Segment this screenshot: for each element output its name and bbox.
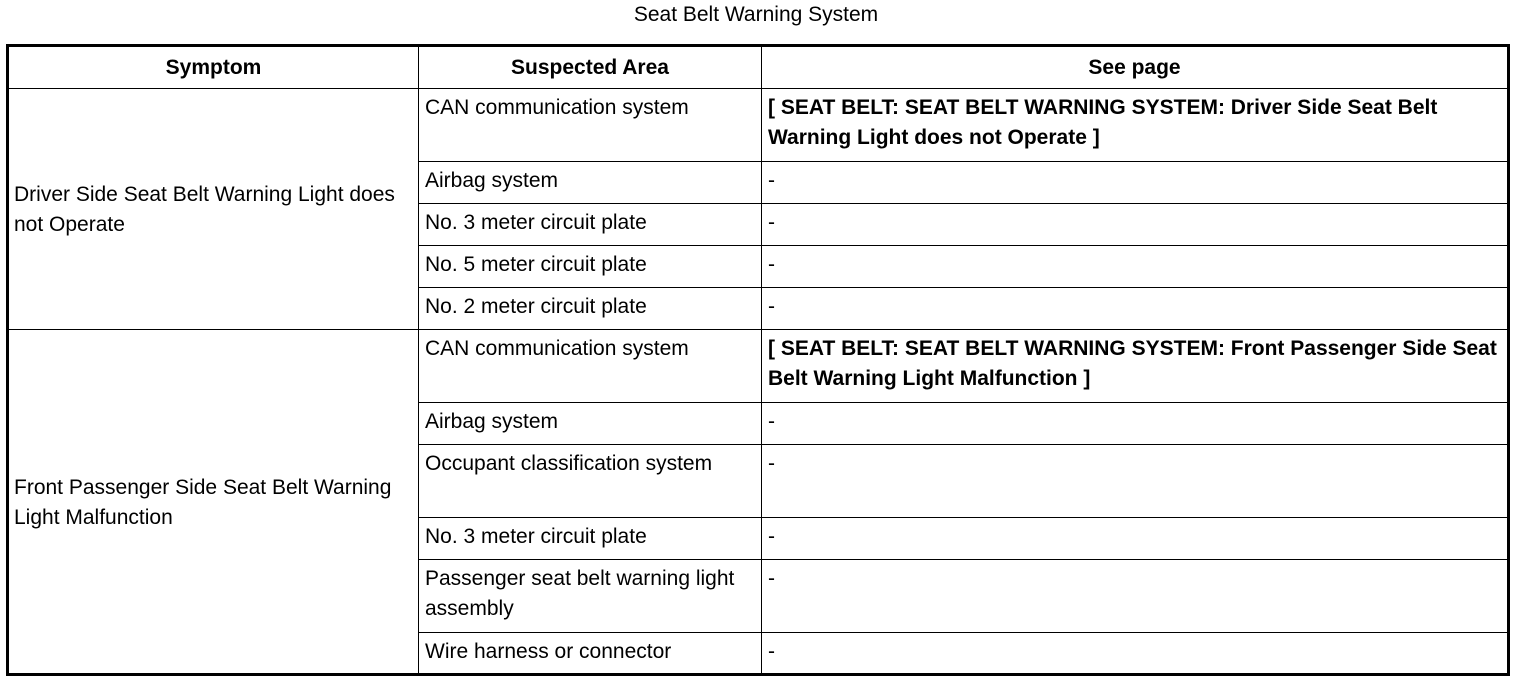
table-header-row — [8, 46, 1509, 89]
suspected-area-cell: No. 3 meter circuit plate — [419, 204, 762, 246]
troubleshooting-table — [6, 44, 1510, 676]
see-page-cell: - — [762, 246, 1509, 288]
see-page-cell: - — [762, 518, 1509, 560]
suspected-area-cell: Wire harness or connector — [419, 633, 762, 675]
see-page-cell: - — [762, 288, 1509, 330]
table-row — [8, 89, 1509, 162]
see-page-cell: - — [762, 633, 1509, 675]
see-page-link[interactable]: [ SEAT BELT: SEAT BELT WARNING SYSTEM: Front Passenger Side Seat Belt Warning Light Malfunction ] — [762, 330, 1509, 403]
table-row — [8, 330, 1509, 403]
suspected-area-cell: No. 5 meter circuit plate — [419, 246, 762, 288]
suspected-area-cell: CAN communication system — [419, 330, 762, 403]
suspected-area-cell: No. 3 meter circuit plate — [419, 518, 762, 560]
header-suspected-area: Suspected Area — [419, 46, 762, 89]
symptom-cell: Driver Side Seat Belt Warning Light does not Operate — [8, 89, 419, 330]
header-see-page: See page — [762, 46, 1509, 89]
suspected-area-cell: Occupant classification system — [419, 445, 762, 518]
see-page-cell: - — [762, 560, 1509, 633]
suspected-area-cell: Airbag system — [419, 162, 762, 204]
page-title: Seat Belt Warning System — [633, 3, 879, 26]
header-symptom: Symptom — [8, 46, 419, 89]
see-page-link[interactable]: [ SEAT BELT: SEAT BELT WARNING SYSTEM: Driver Side Seat Belt Warning Light does not Operate ] — [762, 89, 1509, 162]
suspected-area-cell: CAN communication system — [419, 89, 762, 162]
see-page-cell: - — [762, 403, 1509, 445]
suspected-area-cell: Passenger seat belt warning light assembly — [419, 560, 762, 633]
see-page-cell: - — [762, 204, 1509, 246]
suspected-area-cell: Airbag system — [419, 403, 762, 445]
symptom-cell: Front Passenger Side Seat Belt Warning Light Malfunction — [8, 330, 419, 675]
see-page-cell: - — [762, 445, 1509, 518]
see-page-cell: - — [762, 162, 1509, 204]
suspected-area-cell: No. 2 meter circuit plate — [419, 288, 762, 330]
